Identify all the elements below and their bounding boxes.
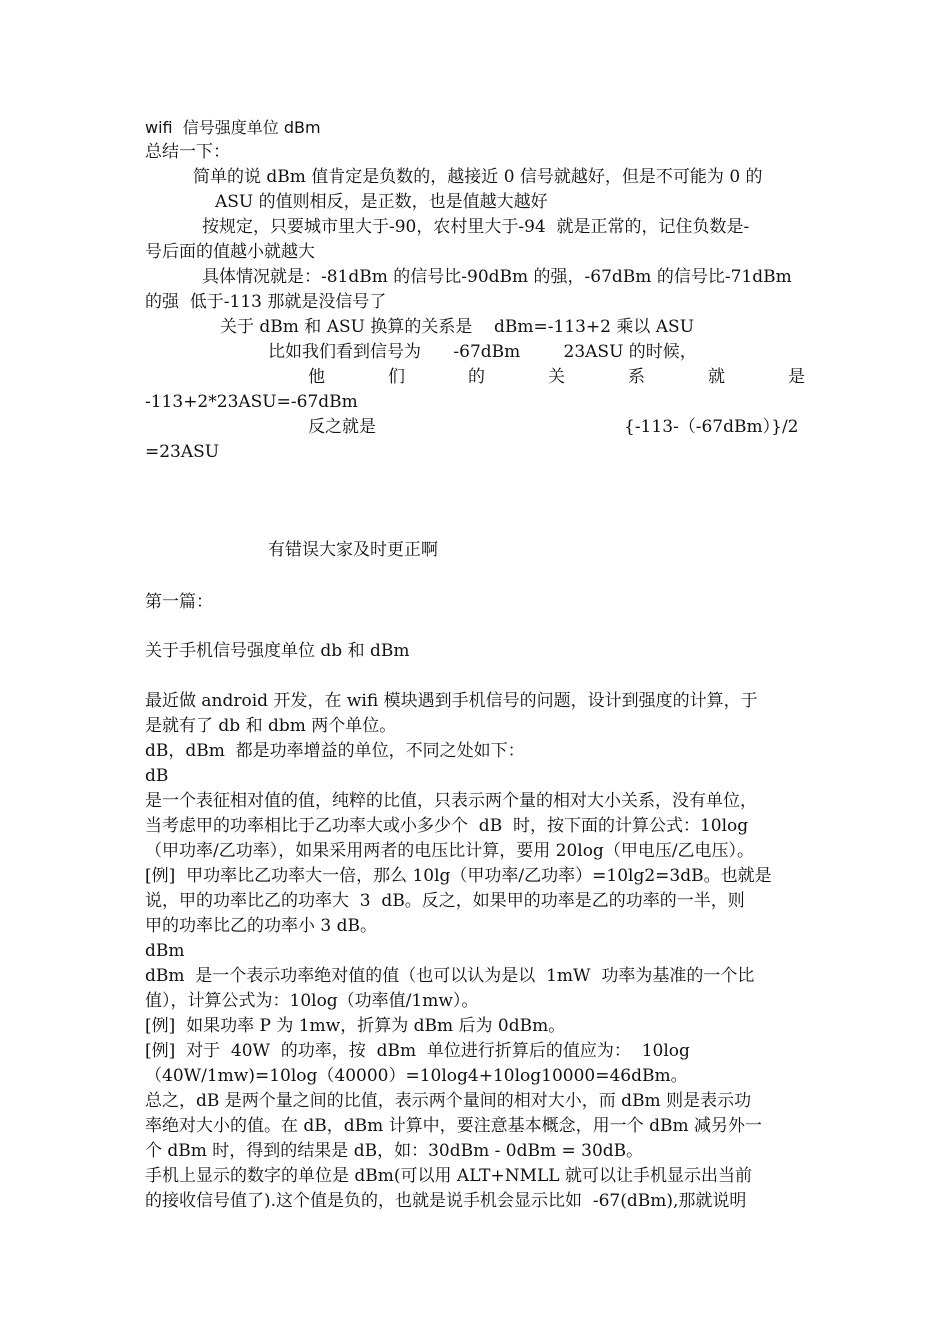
article-line: [例] 甲功率比乙功率大一倍，那么 10lg（甲功率/乙功率）=10lg2=3dB。也就是 — [145, 866, 772, 886]
article-line: dB，dBm 都是功率增益的单位，不同之处如下： — [145, 741, 525, 761]
page-title: wifi 信号强度单位 dBm — [145, 118, 321, 137]
article-line: [例] 如果功率 P 为 1mw，折算为 dBm 后为 0dBm。 — [145, 1016, 566, 1036]
spread-word: 系 — [628, 367, 645, 387]
part-heading: 第一篇： — [145, 592, 213, 612]
article-line: 的接收信号值了).这个值是负的，也就是说手机会显示比如 -67(dBm),那就说明 — [145, 1191, 747, 1211]
spread-word: 就 — [708, 367, 725, 387]
summary-paragraph: 简单的说 dBm 值肯定是负数的，越接近 0 信号就越好，但是不可能为 0 的 — [193, 167, 763, 187]
article-line: 是就有了 db 和 dbm 两个单位。 — [145, 716, 397, 736]
summary-paragraph: 的强 低于-113 那就是没信号了 — [145, 292, 387, 312]
article-line: 总之，dB 是两个量之间的比值，表示两个量间的相对大小，而 dBm 则是表示功 — [145, 1091, 752, 1111]
spread-word: 关 — [548, 367, 565, 387]
article-heading: 关于手机信号强度单位 db 和 dBm — [145, 641, 410, 661]
summary-paragraph: 具体情况就是：-81dBm 的信号比-90dBm 的强，-67dBm 的信号比-71dBm — [202, 267, 792, 287]
article-line: 最近做 android 开发，在 wifi 模块遇到手机信号的问题，设计到强度的计算，于 — [145, 691, 758, 711]
formula-result: -113+2*23ASU=-67dBm — [145, 392, 358, 412]
article-line: 个 dBm 时，得到的结果是 dB，如：30dBm - 0dBm = 30dB。 — [145, 1141, 644, 1161]
conversion-formula: 关于 dBm 和 ASU 换算的关系是 dBm=-113+2 乘以 ASU — [220, 317, 695, 337]
inverse-result: =23ASU — [145, 442, 220, 462]
section-label-dbm: dBm — [145, 941, 185, 961]
article-line: 是一个表征相对值的值，纯粹的比值，只表示两个量的相对大小关系，没有单位， — [145, 791, 757, 811]
article-line: dBm 是一个表示功率绝对值的值（也可以认为是以 1mW 功率为基准的一个比 — [145, 966, 755, 986]
article-line: 说，甲的功率比乙的功率大 3 dB。反之，如果甲的功率是乙的功率的一半，则 — [145, 891, 745, 911]
article-line: （40W/1mw)=10log（40000）=10log4+10log10000=46dBm。 — [145, 1066, 688, 1086]
example-line: 比如我们看到信号为 -67dBm 23ASU 的时候， — [268, 342, 697, 362]
inverse-label: 反之就是 — [308, 417, 376, 437]
spread-word: 他 — [308, 367, 325, 387]
spread-word: 们 — [388, 367, 405, 387]
article-line: [例] 对于 40W 的功率，按 dBm 单位进行折算后的值应为： 10log — [145, 1041, 690, 1061]
summary-paragraph: 号后面的值越小就越大 — [145, 242, 315, 262]
article-line: 值），计算公式为：10log（功率值/1mw）。 — [145, 991, 479, 1011]
section-label-db: dB — [145, 766, 169, 786]
inverse-formula: {-113-（-67dBm）}/2 — [624, 417, 799, 437]
article-line: （甲功率/乙功率），如果采用两者的电压比计算，要用 20log（甲电压/乙电压）。 — [145, 841, 755, 861]
summary-heading: 总结一下： — [145, 142, 230, 162]
closing-note: 有错误大家及时更正啊 — [268, 540, 438, 560]
spread-word: 的 — [468, 367, 485, 387]
summary-paragraph: 按规定，只要城市里大于-90，农村里大于-94 就是正常的，记住负数是- — [202, 217, 750, 237]
spread-line — [308, 365, 805, 390]
article-line: 当考虑甲的功率相比于乙功率大或小多少个 dB 时，按下面的计算公式：10log — [145, 816, 749, 836]
article-line: 手机上显示的数字的单位是 dBm(可以用 ALT+NMLL 就可以让手机显示出当前 — [145, 1166, 752, 1186]
summary-paragraph: ASU 的值则相反，是正数，也是值越大越好 — [215, 192, 548, 212]
article-line: 率绝对大小的值。在 dB，dBm 计算中，要注意基本概念，用一个 dBm 减另外一 — [145, 1116, 762, 1136]
article-line: 甲的功率比乙的功率小 3 dB。 — [145, 916, 377, 936]
spread-word: 是 — [788, 367, 805, 387]
